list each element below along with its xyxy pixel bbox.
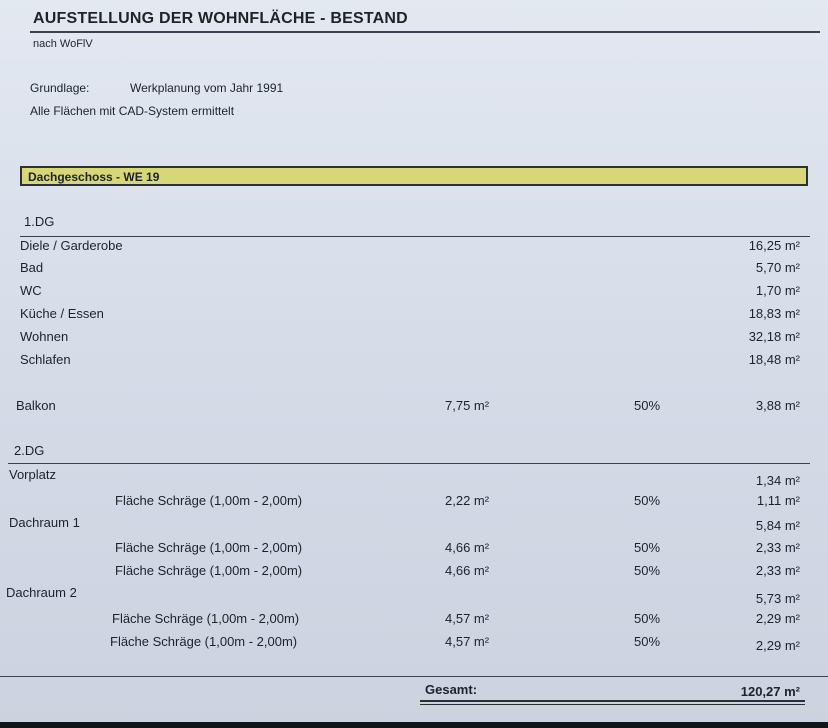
table-row [0,283,828,305]
room-name: Fläche Schräge (1,00m - 2,00m) [112,611,300,626]
room-area: 2,22 m² [445,493,490,508]
basis-value: Werkplanung vom Jahr 1991 [130,81,284,95]
photo-bottom-edge [0,722,828,728]
room-total: 5,70 m² [755,260,800,275]
room-total: 16,25 m² [748,238,800,253]
total-label: Gesamt: [425,682,478,697]
room-total: 32,18 m² [748,329,800,344]
room-total: 2,29 m² [755,638,800,653]
document-title: AUFSTELLUNG DER WOHNFLÄCHE - BESTAND [33,10,408,27]
room-total: 1,34 m² [755,473,800,488]
room-percentage: 50% [634,634,661,649]
table-row [0,260,828,282]
room-total: 2,33 m² [755,563,800,578]
table-row [0,540,828,562]
floor-label-1dg: 1.DG [24,214,55,229]
title-underline [30,31,820,33]
table-row [0,585,828,607]
room-area: 4,57 m² [445,611,490,626]
room-name: Küche / Essen [20,306,104,321]
basis-label: Grundlage: [30,81,90,95]
room-percentage: 50% [634,563,661,578]
room-name: Vorplatz [9,467,56,482]
room-name: Dachraum 2 [6,585,77,600]
room-total: 5,84 m² [755,518,800,533]
room-total: 5,73 m² [755,591,800,606]
room-percentage: 50% [634,540,661,555]
room-area: 4,66 m² [445,563,490,578]
room-name: Bad [20,260,44,275]
table-row [0,238,828,260]
table-row [0,515,828,537]
room-total: 2,29 m² [755,611,800,626]
room-name: Balkon [16,398,56,413]
total-double-underline [420,700,805,705]
room-total: 1,70 m² [755,283,800,298]
floor-rule-1dg [20,236,810,237]
room-name: Fläche Schräge (1,00m - 2,00m) [115,493,303,508]
table-row [0,329,828,351]
total-value: 120,27 m² [740,684,800,699]
section-title: Dachgeschoss - WE 19 [28,170,160,184]
room-name: Dachraum 1 [9,515,80,530]
table-row [0,611,828,633]
table-row [0,563,828,585]
room-name: Fläche Schräge (1,00m - 2,00m) [110,634,298,649]
room-name: Schlafen [20,352,71,367]
room-name: Wohnen [20,329,69,344]
table-row [0,352,828,374]
room-total: 18,83 m² [748,306,800,321]
document-subtitle: nach WoFlV [33,38,93,50]
room-name: Fläche Schräge (1,00m - 2,00m) [115,540,303,555]
table-row [0,306,828,328]
table-row-balcony [0,398,828,420]
room-total: 1,11 m² [756,493,800,508]
floor-rule-2dg [8,463,810,464]
room-name: Diele / Garderobe [20,238,123,253]
section-header [20,166,808,186]
room-total: 18,48 m² [748,352,800,367]
room-name: WC [20,283,42,298]
room-total: 3,88 m² [755,398,800,413]
table-row [0,634,828,656]
room-percentage: 50% [634,398,661,413]
table-bottom-rule [0,676,828,677]
room-percentage: 50% [634,611,661,626]
room-total: 2,33 m² [755,540,800,555]
room-area: 7,75 m² [445,398,490,413]
table-row [0,467,828,489]
room-area: 4,66 m² [445,540,490,555]
cad-note: Alle Flächen mit CAD-System ermittelt [30,104,235,118]
room-percentage: 50% [634,493,661,508]
room-name: Fläche Schräge (1,00m - 2,00m) [115,563,303,578]
floor-label-2dg: 2.DG [14,443,45,458]
room-area: 4,57 m² [445,634,490,649]
table-row [0,493,828,515]
